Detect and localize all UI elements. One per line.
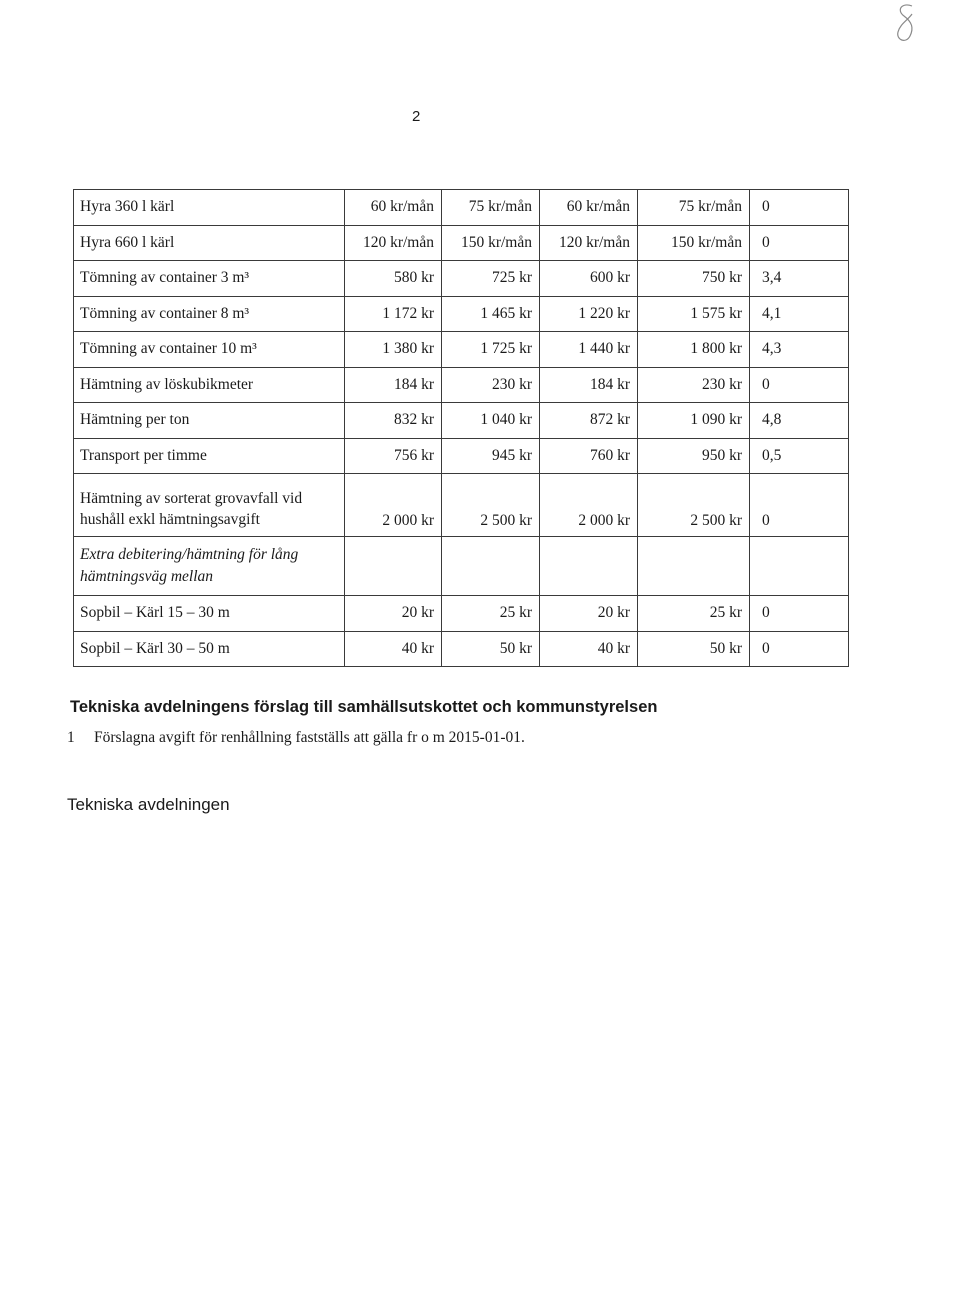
cell-value: 1 220 kr	[540, 296, 638, 332]
row-label: Extra debitering/hämtning för lång hämtningsväg mellan	[74, 537, 345, 596]
cell-value: 3,4	[750, 261, 849, 297]
cell-value: 230 kr	[638, 367, 750, 403]
cell-value: 75 kr/mån	[638, 190, 750, 226]
cell-value: 40 kr	[540, 631, 638, 667]
table-row	[74, 403, 849, 439]
cell-value: 120 kr/mån	[345, 225, 442, 261]
row-label: Hyra 660 l kärl	[74, 225, 345, 261]
cell-value: 1 465 kr	[442, 296, 540, 332]
cell-value: 1 172 kr	[345, 296, 442, 332]
cell-value: 2 000 kr	[540, 474, 638, 537]
cell-value: 20 kr	[345, 596, 442, 632]
table-row	[74, 296, 849, 332]
cell-value: 0	[750, 474, 849, 537]
cell-value: 0,5	[750, 438, 849, 474]
row-label: Hämtning av löskubikmeter	[74, 367, 345, 403]
cell-value: 150 kr/mån	[442, 225, 540, 261]
cell-value: 60 kr/mån	[345, 190, 442, 226]
cell-value: 1 380 kr	[345, 332, 442, 368]
row-label: Sopbil – Kärl 30 – 50 m	[74, 631, 345, 667]
row-label: Tömning av container 10 m³	[74, 332, 345, 368]
cell-value	[750, 537, 849, 596]
table-row	[74, 367, 849, 403]
table-row	[74, 537, 849, 596]
cell-value: 0	[750, 367, 849, 403]
proposal-number: 1	[67, 729, 75, 746]
cell-value: 760 kr	[540, 438, 638, 474]
row-label: Sopbil – Kärl 15 – 30 m	[74, 596, 345, 632]
cell-value: 945 kr	[442, 438, 540, 474]
cell-value: 120 kr/mån	[540, 225, 638, 261]
cell-value: 184 kr	[345, 367, 442, 403]
cell-value: 25 kr	[442, 596, 540, 632]
table-row	[74, 631, 849, 667]
cell-value: 600 kr	[540, 261, 638, 297]
cell-value: 0	[750, 596, 849, 632]
row-label: Hämtning av sorterat grovavfall vid hushåll exkl hämtningsavgift	[74, 474, 345, 537]
section-heading: Tekniska avdelningens förslag till samhällsutskottet och kommunstyrelsen	[70, 698, 658, 716]
page-number: 2	[412, 108, 421, 125]
cell-value: 1 440 kr	[540, 332, 638, 368]
row-label: Tömning av container 8 m³	[74, 296, 345, 332]
table-row	[74, 596, 849, 632]
row-label: Transport per timme	[74, 438, 345, 474]
row-label: Hämtning per ton	[74, 403, 345, 439]
table-row	[74, 261, 849, 297]
cell-value: 832 kr	[345, 403, 442, 439]
table-row	[74, 225, 849, 261]
fee-table	[73, 189, 849, 667]
cell-value	[442, 537, 540, 596]
cell-value: 75 kr/mån	[442, 190, 540, 226]
proposal-item	[67, 729, 525, 747]
cell-value: 25 kr	[638, 596, 750, 632]
cell-value: 50 kr	[638, 631, 750, 667]
signature: Tekniska avdelningen	[67, 795, 230, 814]
cell-value: 1 575 kr	[638, 296, 750, 332]
cell-value: 0	[750, 225, 849, 261]
cell-value: 1 725 kr	[442, 332, 540, 368]
cell-value: 20 kr	[540, 596, 638, 632]
cell-value: 1 090 kr	[638, 403, 750, 439]
cell-value: 4,3	[750, 332, 849, 368]
cell-value: 4,1	[750, 296, 849, 332]
table-row	[74, 332, 849, 368]
proposal-text: Förslagna avgift för renhållning fastställs att gälla fr o m 2015-01-01.	[94, 729, 525, 746]
cell-value: 60 kr/mån	[540, 190, 638, 226]
table-row	[74, 438, 849, 474]
table-row	[74, 474, 849, 537]
cell-value: 0	[750, 631, 849, 667]
cell-value: 725 kr	[442, 261, 540, 297]
row-label: Tömning av container 3 m³	[74, 261, 345, 297]
table-row	[74, 190, 849, 226]
cell-value: 0	[750, 190, 849, 226]
cell-value: 756 kr	[345, 438, 442, 474]
cell-value: 1 040 kr	[442, 403, 540, 439]
cell-value	[638, 537, 750, 596]
cell-value: 2 000 kr	[345, 474, 442, 537]
cell-value	[345, 537, 442, 596]
cell-value	[540, 537, 638, 596]
handwritten-page-mark	[890, 2, 922, 46]
cell-value: 950 kr	[638, 438, 750, 474]
cell-value: 2 500 kr	[442, 474, 540, 537]
cell-value: 4,8	[750, 403, 849, 439]
cell-value: 40 kr	[345, 631, 442, 667]
cell-value: 184 kr	[540, 367, 638, 403]
cell-value: 580 kr	[345, 261, 442, 297]
cell-value: 2 500 kr	[638, 474, 750, 537]
cell-value: 872 kr	[540, 403, 638, 439]
cell-value: 750 kr	[638, 261, 750, 297]
row-label: Hyra 360 l kärl	[74, 190, 345, 226]
cell-value: 1 800 kr	[638, 332, 750, 368]
cell-value: 50 kr	[442, 631, 540, 667]
cell-value: 230 kr	[442, 367, 540, 403]
cell-value: 150 kr/mån	[638, 225, 750, 261]
